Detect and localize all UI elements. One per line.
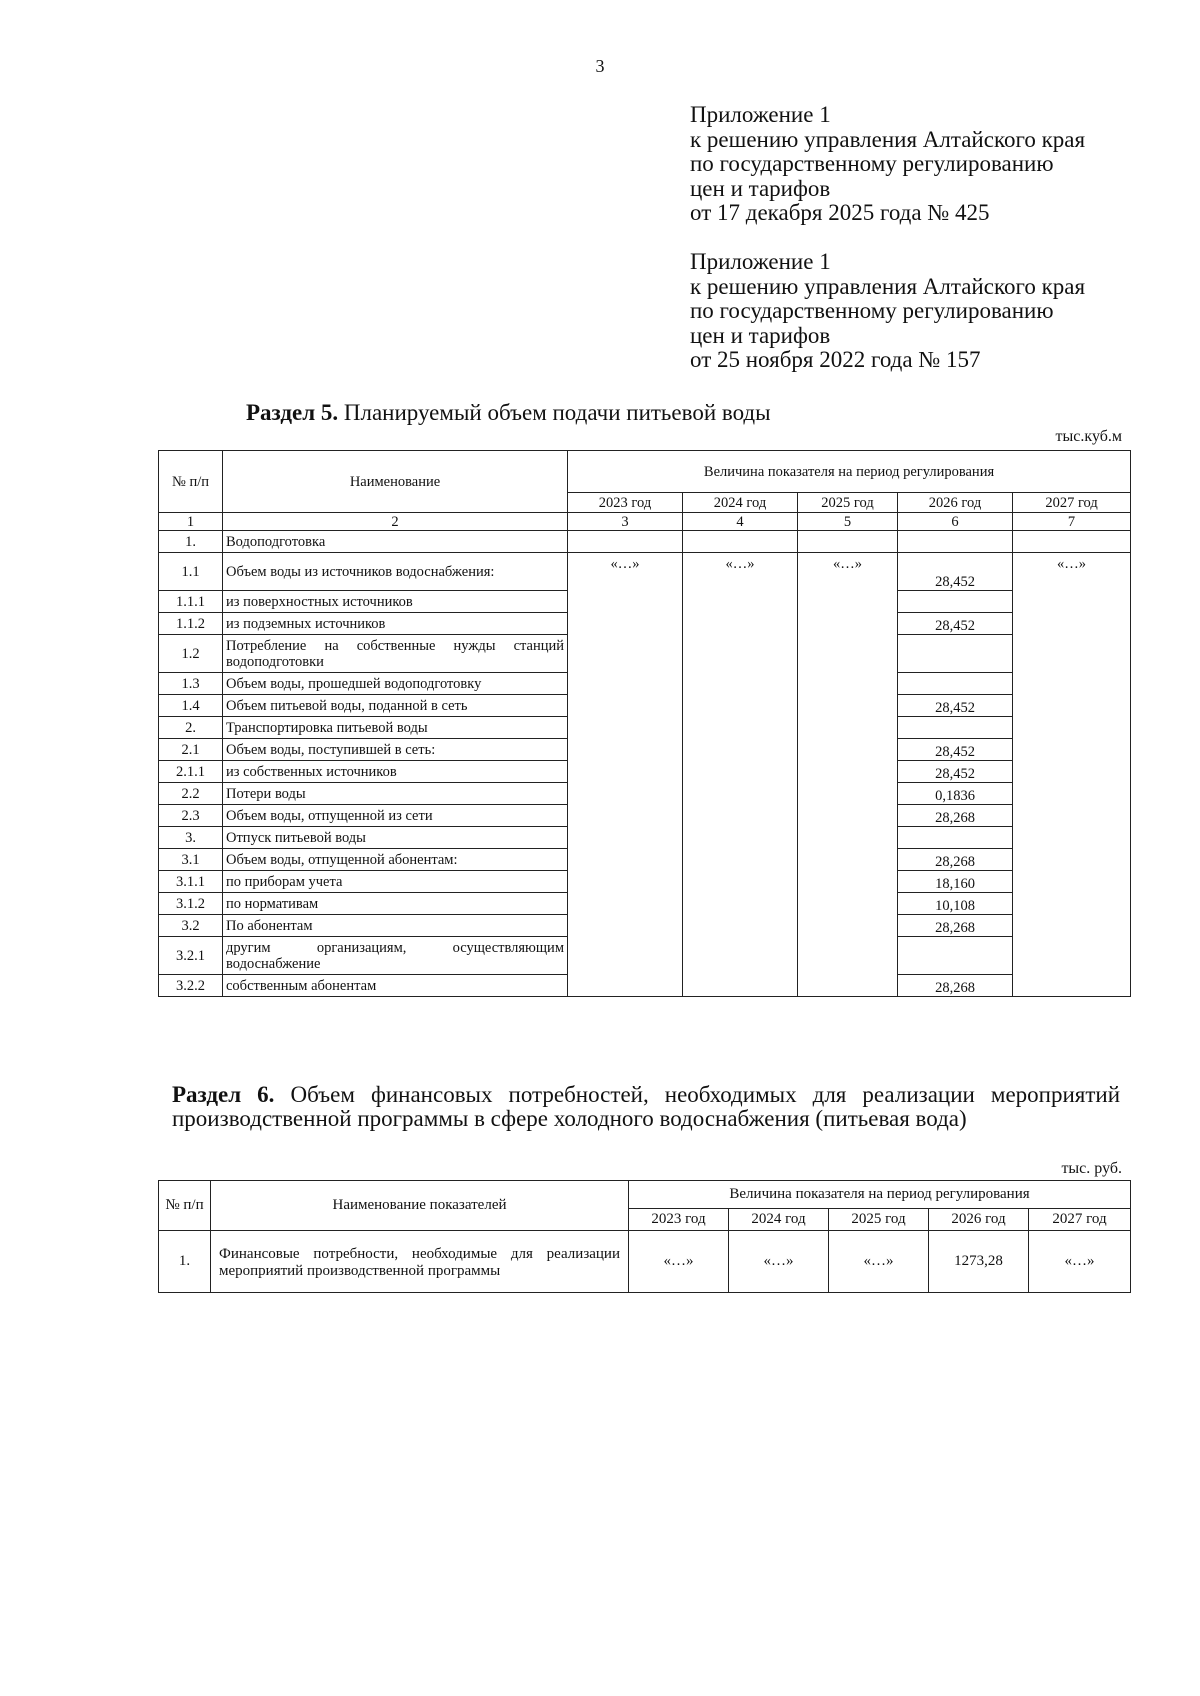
- row-name: по нормативам: [223, 893, 568, 915]
- header-period: Величина показателя на период регулирования: [568, 451, 1131, 493]
- header-num: № п/п: [159, 1181, 211, 1231]
- row-number: 1.: [159, 531, 223, 553]
- section5-title-text: Планируемый объем подачи питьевой воды: [343, 400, 771, 425]
- header-year: 2024 год: [729, 1209, 829, 1231]
- row-name: по приборам учета: [223, 871, 568, 893]
- section6-title: [172, 1083, 1120, 1131]
- value-2024: «…»: [729, 1231, 829, 1293]
- table-row: [159, 1231, 1131, 1293]
- value-2026: 28,452: [898, 739, 1013, 761]
- column-number: 3: [568, 513, 683, 531]
- row-number: 3.2.1: [159, 937, 223, 975]
- header-period: Величина показателя на период регулирования: [629, 1181, 1131, 1209]
- header-name: Наименование показателей: [211, 1181, 629, 1231]
- value-2026: 28,452: [898, 553, 1013, 591]
- value-2025: «…»: [829, 1231, 929, 1293]
- row-name: По абонентам: [223, 915, 568, 937]
- appendix-line: Приложение 1: [690, 102, 831, 127]
- appendix-line: по государственному регулированию: [690, 298, 1054, 323]
- section6-title-text: Объем финансовых потребностей, необходимых для реализации мероприятий производственной программы в сфере холодного водоснабжения (питьевая вода): [172, 1082, 1121, 1131]
- value-2026: [898, 531, 1013, 553]
- column-number: 4: [683, 513, 798, 531]
- row-number: 3.1.2: [159, 893, 223, 915]
- column-number: 2: [223, 513, 568, 531]
- appendix-line: Приложение 1: [690, 249, 831, 274]
- value-2027: «…»: [1029, 1231, 1131, 1293]
- appendix-line: цен и тарифов: [690, 175, 831, 201]
- row-name: Объем воды из источников водоснабжения:: [223, 553, 568, 591]
- table-row: [159, 553, 1131, 591]
- header-year: 2025 год: [829, 1209, 929, 1231]
- header-year: 2023 год: [568, 493, 683, 513]
- value-2026: [898, 937, 1013, 975]
- column-number: 5: [798, 513, 898, 531]
- section5-table: [158, 450, 1131, 997]
- section5-units: тыс.куб.м: [1055, 428, 1122, 445]
- row-name: Отпуск питьевой воды: [223, 827, 568, 849]
- row-name: Потребление на собственные нужды станций водоподготовки: [223, 635, 568, 673]
- row-name: Транспортировка питьевой воды: [223, 717, 568, 739]
- value-2026: 28,268: [898, 805, 1013, 827]
- row-number: 1.1.2: [159, 613, 223, 635]
- section5-title: [246, 400, 771, 426]
- appendix-block-previous: [690, 250, 1160, 373]
- page-number: 3: [595, 56, 605, 76]
- row-name: Водоподготовка: [223, 531, 568, 553]
- value-2026: 1273,28: [929, 1231, 1029, 1293]
- section6-units: тыс. руб.: [1061, 1160, 1122, 1177]
- row-number: 3.1.1: [159, 871, 223, 893]
- column-number: 6: [898, 513, 1013, 531]
- section6-table: [158, 1180, 1131, 1293]
- row-number: 1.2: [159, 635, 223, 673]
- header-num: № п/п: [159, 451, 223, 513]
- header-year: 2023 год: [629, 1209, 729, 1231]
- value-2025: «…»: [798, 553, 898, 997]
- section5-title-bold: Раздел 5.: [246, 400, 339, 425]
- row-number: 3.1: [159, 849, 223, 871]
- appendix-line: по государственному регулированию: [690, 151, 1054, 176]
- value-2026: [898, 717, 1013, 739]
- row-number: 1.: [159, 1231, 211, 1293]
- row-name: из собственных источников: [223, 761, 568, 783]
- header-year: 2026 год: [898, 493, 1013, 513]
- value-2026: 28,452: [898, 613, 1013, 635]
- header-year: 2024 год: [683, 493, 798, 513]
- appendix-line: к решению управления Алтайского края: [690, 126, 1086, 152]
- value-2027: «…»: [1013, 553, 1131, 997]
- row-name: из поверхностных источников: [223, 591, 568, 613]
- appendix-line: от 25 ноября 2022 года № 157: [690, 347, 981, 372]
- value-2026: 0,1836: [898, 783, 1013, 805]
- row-name: Объем воды, отпущенной из сети: [223, 805, 568, 827]
- value-2023: «…»: [629, 1231, 729, 1293]
- row-number: 1.3: [159, 673, 223, 695]
- row-number: 1.1.1: [159, 591, 223, 613]
- value-2026: 28,268: [898, 849, 1013, 871]
- row-name: другим организациям, осуществляющим водоснабжение: [223, 937, 568, 975]
- column-number: 1: [159, 513, 223, 531]
- row-name: Объем воды, поступившей в сеть:: [223, 739, 568, 761]
- section6-title-bold: Раздел 6.: [172, 1082, 275, 1107]
- row-name: Объем воды, прошедшей водоподготовку: [223, 673, 568, 695]
- header-name: Наименование: [223, 451, 568, 513]
- value-2026: [898, 635, 1013, 673]
- row-name: Финансовые потребности, необходимые для реализации мероприятий производственной программы: [211, 1231, 629, 1293]
- table-row: [159, 531, 1131, 553]
- appendix-line: от 17 декабря 2025 года № 425: [690, 200, 990, 225]
- row-number: 3.2.2: [159, 975, 223, 997]
- column-number: 7: [1013, 513, 1131, 531]
- appendix-block-current: [690, 103, 1160, 226]
- value-2026: [898, 673, 1013, 695]
- value-2026: [898, 827, 1013, 849]
- header-year: 2025 год: [798, 493, 898, 513]
- header-year: 2027 год: [1029, 1209, 1131, 1231]
- appendix-line: цен и тарифов: [690, 322, 831, 348]
- row-name: из подземных источников: [223, 613, 568, 635]
- value-2026: 28,268: [898, 915, 1013, 937]
- row-number: 1.4: [159, 695, 223, 717]
- value-2023: «…»: [568, 553, 683, 997]
- row-number: 3.: [159, 827, 223, 849]
- row-number: 2.1: [159, 739, 223, 761]
- row-number: 2.1.1: [159, 761, 223, 783]
- row-name: Потери воды: [223, 783, 568, 805]
- row-name: Объем воды, отпущенной абонентам:: [223, 849, 568, 871]
- row-name: Объем питьевой воды, поданной в сеть: [223, 695, 568, 717]
- value-2026: [898, 591, 1013, 613]
- value-2026: 28,452: [898, 761, 1013, 783]
- row-number: 3.2: [159, 915, 223, 937]
- value-2026: 28,268: [898, 975, 1013, 997]
- header-year: 2027 год: [1013, 493, 1131, 513]
- value-2026: 28,452: [898, 695, 1013, 717]
- row-name: собственным абонентам: [223, 975, 568, 997]
- row-number: 2.2: [159, 783, 223, 805]
- row-number: 2.: [159, 717, 223, 739]
- value-2026: 18,160: [898, 871, 1013, 893]
- appendix-line: к решению управления Алтайского края: [690, 273, 1086, 299]
- value-2024: «…»: [683, 553, 798, 997]
- row-number: 1.1: [159, 553, 223, 591]
- header-year: 2026 год: [929, 1209, 1029, 1231]
- value-2026: 10,108: [898, 893, 1013, 915]
- row-number: 2.3: [159, 805, 223, 827]
